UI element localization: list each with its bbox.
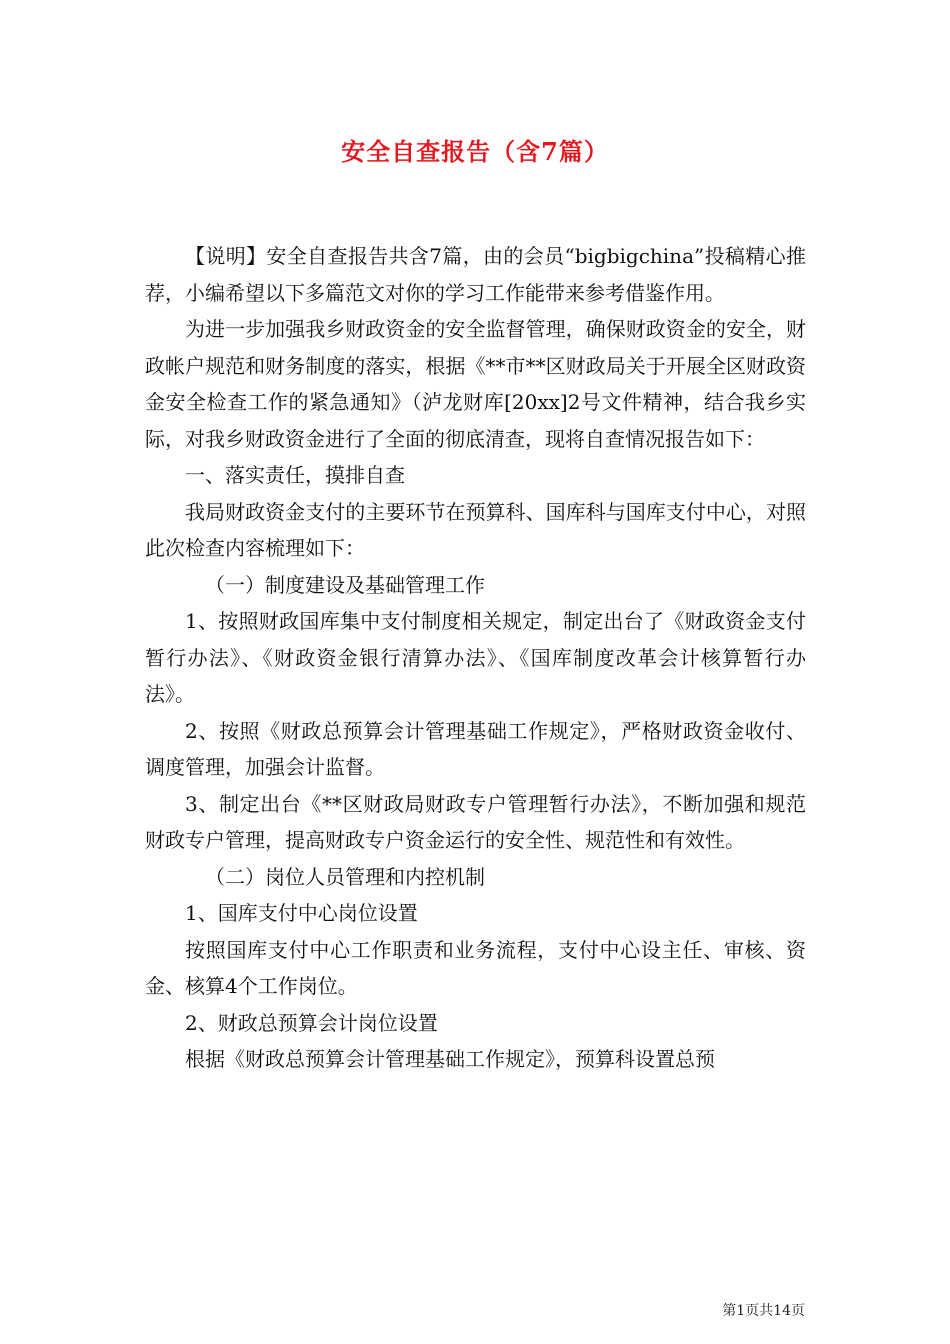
page-number-footer: 第1页共14页 bbox=[722, 1303, 805, 1319]
document-body bbox=[145, 238, 806, 1078]
list-item: 2、财政总预算会计岗位设置 bbox=[185, 1010, 438, 1035]
subsection-heading-1: （一）制度建设及基础管理工作 bbox=[205, 572, 485, 597]
page-title: 安全自查报告（含7篇） bbox=[341, 137, 609, 166]
list-item: 2、按照《财政总预算会计管理基础工作规定》，严格财政资金收付、调度管理，加强会计监督。 bbox=[145, 718, 806, 779]
list-item: 3、制定出台《**区财政局财政专户管理暂行办法》，不断加强和规范财政专户管理，提高财政专户资金运行的安全性、规范性和有效性。 bbox=[145, 791, 806, 852]
list-item: 1、按照财政国库集中支付制度相关规定，制定出台了《财政资金支付暂行办法》、《财政资金银行清算办法》、《国库制度改革会计核算暂行办法》。 bbox=[145, 609, 806, 706]
paragraph: 根据《财政总预算会计管理基础工作规定》，预算科设置总预 bbox=[185, 1047, 715, 1071]
paragraph-overview: 我局财政资金支付的主要环节在预算科、国库科与国库支付中心，对照此次检查内容梳理如下： bbox=[145, 499, 806, 560]
list-item: 1、国库支付中心岗位设置 bbox=[185, 901, 418, 925]
section-heading-1: 一、落实责任，摸排自查 bbox=[185, 463, 405, 487]
subsection-heading-2: （二）岗位人员管理和内控机制 bbox=[205, 864, 485, 889]
paragraph: 按照国库支付中心工作职责和业务流程，支付中心设主任、审核、资金、核算4个工作岗位。 bbox=[145, 937, 806, 998]
paragraph-intro-note: 【说明】安全自查报告共含7篇，由的会员“bigbigchina”投稿精心推荐，小编希望以下多篇范文对你的学习工作能带来参考借鉴作用。 bbox=[145, 244, 806, 305]
paragraph-background: 为进一步加强我乡财政资金的安全监督管理，确保财政资金的安全，财政帐户规范和财务制度的落实，根据《**市**区财政局关于开展全区财政资金安全检查工作的紧急通知》（泸龙财库[20xx]2号文件精神，结合我乡实际，对我乡财政资金进行了全面的彻底清查，现将自查情况报告如下： bbox=[145, 317, 806, 451]
